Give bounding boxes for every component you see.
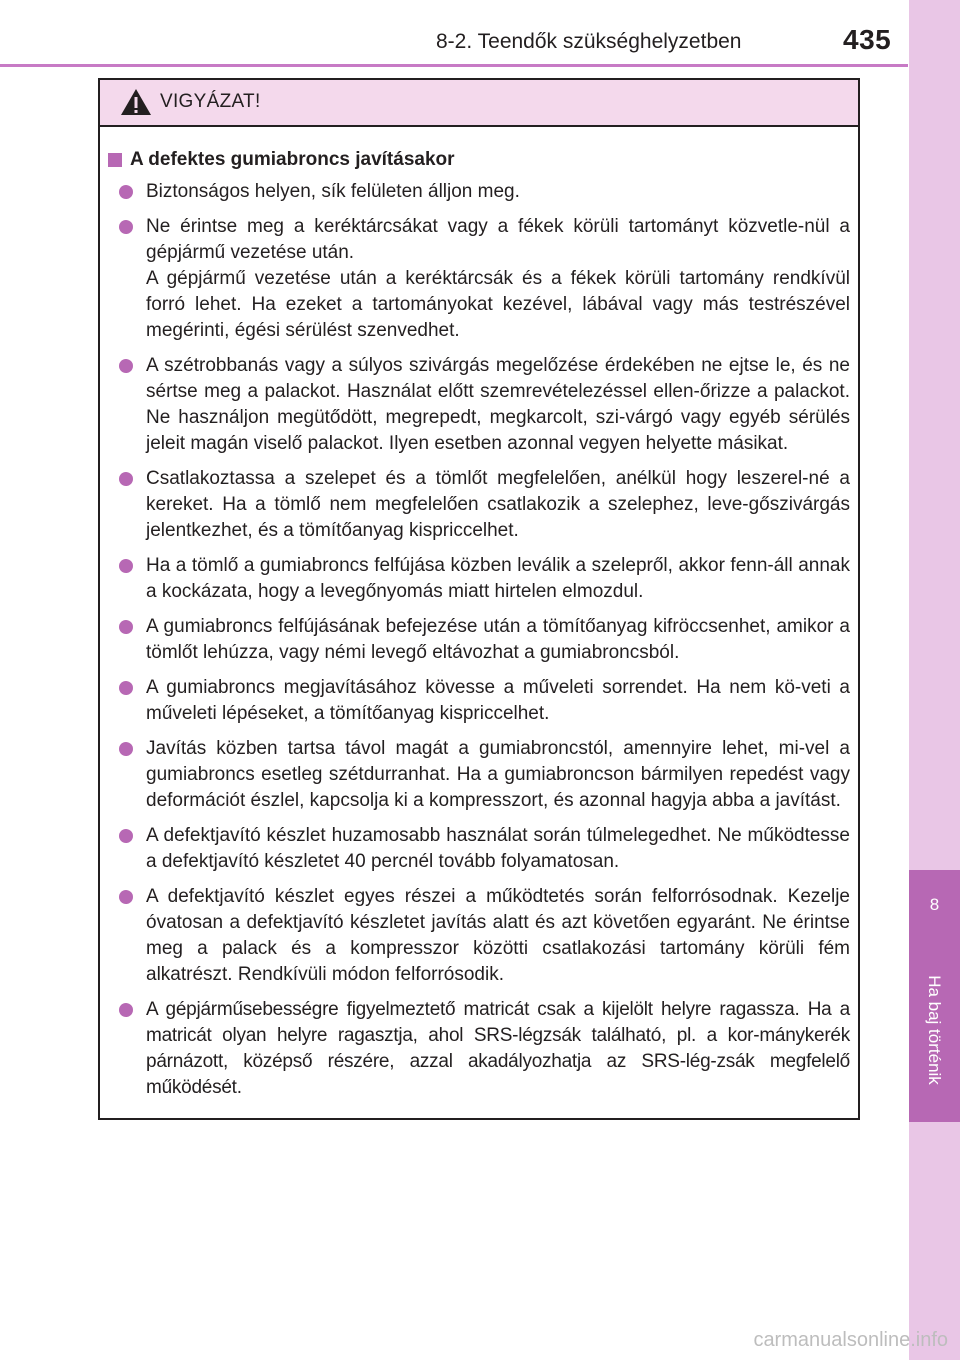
bullet-icon (119, 620, 133, 634)
paragraph: Ha a tömlő a gumiabroncs felfújása közben leválik a szelepről, akkor fenn-áll annak a kockázata, hogy a levegőnyomás miatt hirtelen elmozdul. (146, 555, 850, 602)
list-item (104, 179, 850, 205)
list-item-text (146, 179, 850, 205)
paragraph: Javítás közben tartsa távol magát a gumiabroncstól, amennyire lehet, mi-vel a gumiabroncs esetleg szétdurranhat. Ha a gumiabroncson bármilyen repedést vagy deformációt észlel, kapcsolja ki a kompresszort, és azonnal hagyja abba a javítást. (146, 738, 850, 811)
list-item (104, 353, 850, 457)
list-item-text (146, 675, 850, 727)
bullet-icon (119, 742, 133, 756)
section-title: 8-2. Teendők szükséghelyzetben (436, 30, 742, 53)
bullet-icon (119, 220, 133, 234)
caution-heading (104, 149, 850, 175)
list-item-text (146, 736, 850, 814)
list-item-text (146, 466, 850, 544)
list-item (104, 736, 850, 814)
caution-header (100, 80, 858, 127)
paragraph: A defektjavító készlet huzamosabb használat során túlmelegedhet. Ne működtesse a defektjavító készletet 40 percnél tovább folyamatosan. (146, 825, 850, 872)
list-item (104, 553, 850, 605)
caution-title: VIGYÁZAT! (160, 91, 261, 112)
bullet-icon (119, 559, 133, 573)
list-item-text (146, 553, 850, 605)
list-item (104, 614, 850, 666)
list-item (104, 466, 850, 544)
header-divider (0, 64, 908, 67)
chapter-number: 8 (929, 895, 940, 914)
bullet-icon (119, 681, 133, 695)
list-item (104, 997, 850, 1101)
list-item-text (146, 997, 850, 1101)
bullet-icon (119, 185, 133, 199)
paragraph: A gumiabroncs megjavításához kövesse a műveleti sorrendet. Ha nem kö-veti a műveleti lépéseket, a tömítőanyag kispriccelhet. (146, 677, 850, 724)
heading-text: A defektes gumiabroncs javításakor (130, 149, 455, 170)
list-item-text (146, 614, 850, 666)
paragraph: A defektjavító készlet egyes részei a működtetés során felforrósodnak. Kezelje óvatosan a defektjavító készletet javítás alatt és azt követően egyaránt. Ne érintse meg a palack és a kompresszor közötti csatlakozási tartomány körüli fém alkatrészt. Rendkívüli módon felforrósodik. (146, 886, 850, 985)
paragraph: Csatlakoztassa a szelepet és a tömlőt megfelelően, anélkül hogy leszerel-né a kereket. Ha a tömlő nem megfelelően csatlakozik a szelephez, leve-gőszivárgás jelentkezhet, és a tömítőanyag kispriccelhet. (146, 468, 850, 541)
chapter-label: Ha baj történik (925, 975, 944, 1085)
page-number: 435 (843, 24, 892, 55)
list-item (104, 675, 850, 727)
bullet-icon (119, 359, 133, 373)
bullet-icon (119, 829, 133, 843)
bullet-icon (119, 890, 133, 904)
caution-list (104, 179, 850, 1101)
list-item-text (146, 884, 850, 988)
bullet-icon (119, 472, 133, 486)
list-item (104, 214, 850, 344)
caution-box (98, 78, 860, 1120)
paragraph: A gumiabroncs felfújásának befejezése után a tömítőanyag kifröccsenhet, amikor a tömlőt lehúzza, vagy némi levegő eltávozhat a gumiabroncsból. (146, 616, 850, 663)
list-item-text (146, 823, 850, 875)
bullet-icon (119, 1003, 133, 1017)
list-item (104, 823, 850, 875)
caution-body (100, 127, 858, 1101)
paragraph: Biztonságos helyen, sík felületen álljon meg. (146, 181, 520, 202)
warning-triangle-icon (120, 88, 152, 116)
watermark: carmanualsonline.info (753, 1329, 948, 1351)
square-bullet-icon (108, 153, 122, 167)
paragraph: Ne érintse meg a keréktárcsákat vagy a fékek körüli tartományt közvetle-nül a gépjármű vezetése után. (146, 216, 850, 263)
list-item (104, 884, 850, 988)
list-item-text (146, 214, 850, 344)
paragraph: A szétrobbanás vagy a súlyos szivárgás megelőzése érdekében ne ejtse le, és ne sértse meg a palackot. Használat előtt szemrevételezéssel ellen-őrizze a palackot. Ne használjon megütődött, megrepedt, megkarcolt, szi-várgó vagy egyéb sérülés jeleit magán viselő palackot. Ilyen esetben azonnal vegyen helyette másikat. (146, 355, 850, 454)
paragraph: A gépjármű vezetése után a keréktárcsák és a fékek körüli tartomány rendkívül forró lehet. Ha ezeket a tartományokat kezével, lábával vagy más testrészével megérinti, égési sérülést szenvedhet. (146, 268, 850, 341)
paragraph: A gépjárműsebességre figyelmeztető matricát csak a kijelölt helyre ragassza. Ha a matricát olyan helyre ragasztja, ahol SRS-légzsák található, pl. a kor-mánykerék párnázott, középső részére, azzal akadályozhatja az SRS-lég-zsák megfelelő működését. (146, 999, 850, 1098)
side-tab (909, 0, 960, 1360)
list-item-text (146, 353, 850, 457)
